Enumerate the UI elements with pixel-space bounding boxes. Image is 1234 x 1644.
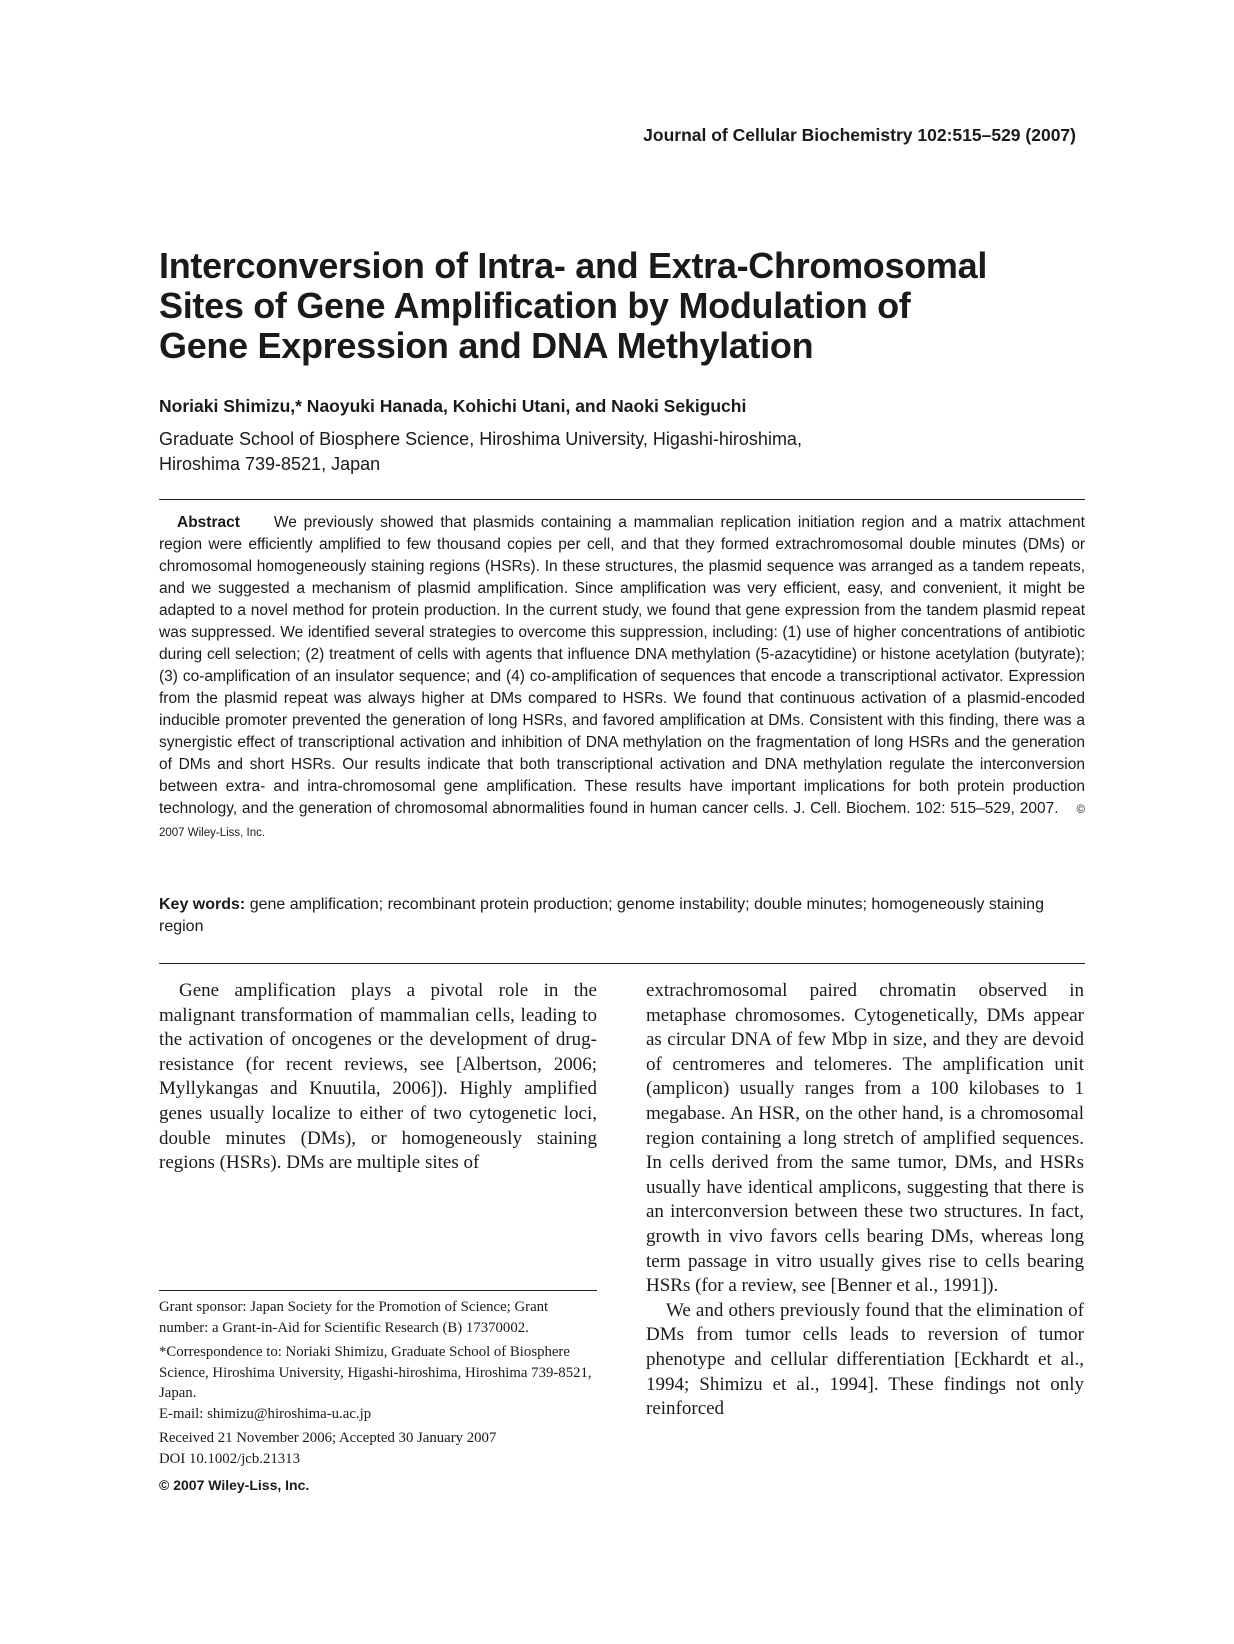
footnote-divider [159, 1290, 597, 1291]
copyright-note: © 2007 Wiley-Liss, Inc. [159, 1477, 310, 1493]
title-line: Gene Expression and DNA Methylation [159, 325, 814, 366]
journal-citation: Journal of Cellular Biochemistry 102:515–529 (2007) [643, 125, 1076, 145]
abstract-text: We previously showed that plasmids containing a mammalian replication initiation region and a matrix attachment region were efficiently amplified to few thousand copies per cell, and that they formed extrachromosomal double minutes (DMs) or chromosomal homogeneously staining regions (HSRs). In these structures, the plasmid sequence was arranged as a tandem repeats, and we suggested a mechanism of plasmid amplification. Since amplification was very efficient, easy, and convenient, it might be adapted to a novel method for protein production. In the current study, we found that gene expression from the tandem plasmid repeat was suppressed. We identified several strategies to overcome this suppression, including: (1) use of higher concentrations of antibiotic during cell selection; (2) treatment of cells with agents that influence DNA methylation (5-azacytidine) or histone acetylation (butyrate); (3) co-amplification of an insulator sequence; and (4) co-amplification of sequences that encode a transcriptional activator. Expression from the plasmid repeat was always higher at DMs compared to HSRs. We found that continuous activation of a plasmid-encoded inducible promoter prevented the generation of long HSRs, and favored amplification at DMs. Consistent with this finding, there was a synergistic effect of transcriptional activation and inhibition of DNA methylation on the fragmentation of long HSRs and the generation of DMs and short HSRs. Our results indicate that both transcriptional activation and DNA methylation regulate the interconversion between extra- and intra-chromosomal gene amplification. These results have important implications for both protein production technology, and the generation of chromosomal abnormalities found in human cancer cells. J. Cell. Biochem. 102: 515–529, 2007. [159, 514, 1085, 817]
body-paragraph: extrachromosomal paired chromatin observed in metaphase chromosomes. Cytogenetically, DMs appear as circular DNA of few Mbp in size, and they are devoid of centromeres and telomeres. The amplification unit (amplicon) usually ranges from a 100 kilobases to 1 megabase. An HSR, on the other hand, is a chromosomal region containing a long stretch of amplified sequences. In cells derived from the same tumor, DMs, and HSRs usually have identical amplicons, suggesting that there is an interconversion between these two structures. In fact, growth in vivo favors cells bearing DMs, whereas long term passage in vitro usually gives rise to cells bearing HSRs (for a review, see [Benner et al., 1991]). [646, 980, 1084, 1297]
grant-note: Grant sponsor: Japan Society for the Promotion of Science; Grant number: a Grant-in-Aid for Scientific Research (B) 17370002. [159, 1299, 549, 1336]
email-text: E-mail: shimizu@hiroshima-u.ac.jp [159, 1405, 372, 1422]
affiliation-line: Graduate School of Biosphere Science, Hiroshima University, Higashi-hiroshima, [159, 429, 802, 449]
abstract-label: Abstract [177, 514, 240, 531]
correspondence-text: *Correspondence to: Noriaki Shimizu, Graduate School of Biosphere Science, Hiroshima University, Higashi-hiroshima, Hiroshima 739-8521, Japan. [159, 1344, 592, 1401]
keywords-text: gene amplification; recombinant protein production; genome instability; double minutes; homogeneously staining region [159, 896, 1044, 935]
divider-top [159, 499, 1085, 500]
correspondence-note [159, 1342, 599, 1424]
footnotes [159, 1297, 599, 1500]
paper-title [159, 246, 1059, 366]
body-paragraph: Gene amplification plays a pivotal role in the malignant transformation of mammalian cells, leading to the activation of oncogenes or the development of drug-resistance (for recent reviews, see [Albertson, 2006; Myllykangas and Knuutila, 2006]). Highly amplified genes usually localize to either of two cytogenetic loci, double minutes (DMs), or homogeneously staining regions (HSRs). DMs are multiple sites of [159, 980, 597, 1174]
affiliation [159, 427, 802, 477]
body-column-right [646, 979, 1084, 1422]
affiliation-line: Hiroshima 739-8521, Japan [159, 454, 381, 474]
divider-body [159, 963, 1085, 964]
body-column-left [159, 979, 597, 1176]
keywords-label: Key words: [159, 896, 246, 913]
abstract-copyright: © 2007 Wiley-Liss, Inc. [159, 804, 1085, 839]
title-line: Interconversion of Intra- and Extra-Chromosomal [159, 245, 988, 286]
title-line: Sites of Gene Amplification by Modulation of [159, 285, 911, 326]
author-list: Noriaki Shimizu,* Naoyuki Hanada, Kohichi Utani, and Naoki Sekiguchi [159, 396, 747, 416]
keywords [159, 894, 1085, 938]
abstract [159, 512, 1085, 844]
received-text: Received 21 November 2006; Accepted 30 January 2007 [159, 1430, 497, 1446]
body-paragraph: We and others previously found that the elimination of DMs from tumor cells leads to reversion of tumor phenotype and cellular differentiation [Eckhardt et al., 1994; Shimizu et al., 1994]. These findings not only reinforced [646, 1299, 1084, 1420]
dates-note [159, 1428, 599, 1469]
doi-text: DOI 10.1002/jcb.21313 [159, 1450, 300, 1467]
